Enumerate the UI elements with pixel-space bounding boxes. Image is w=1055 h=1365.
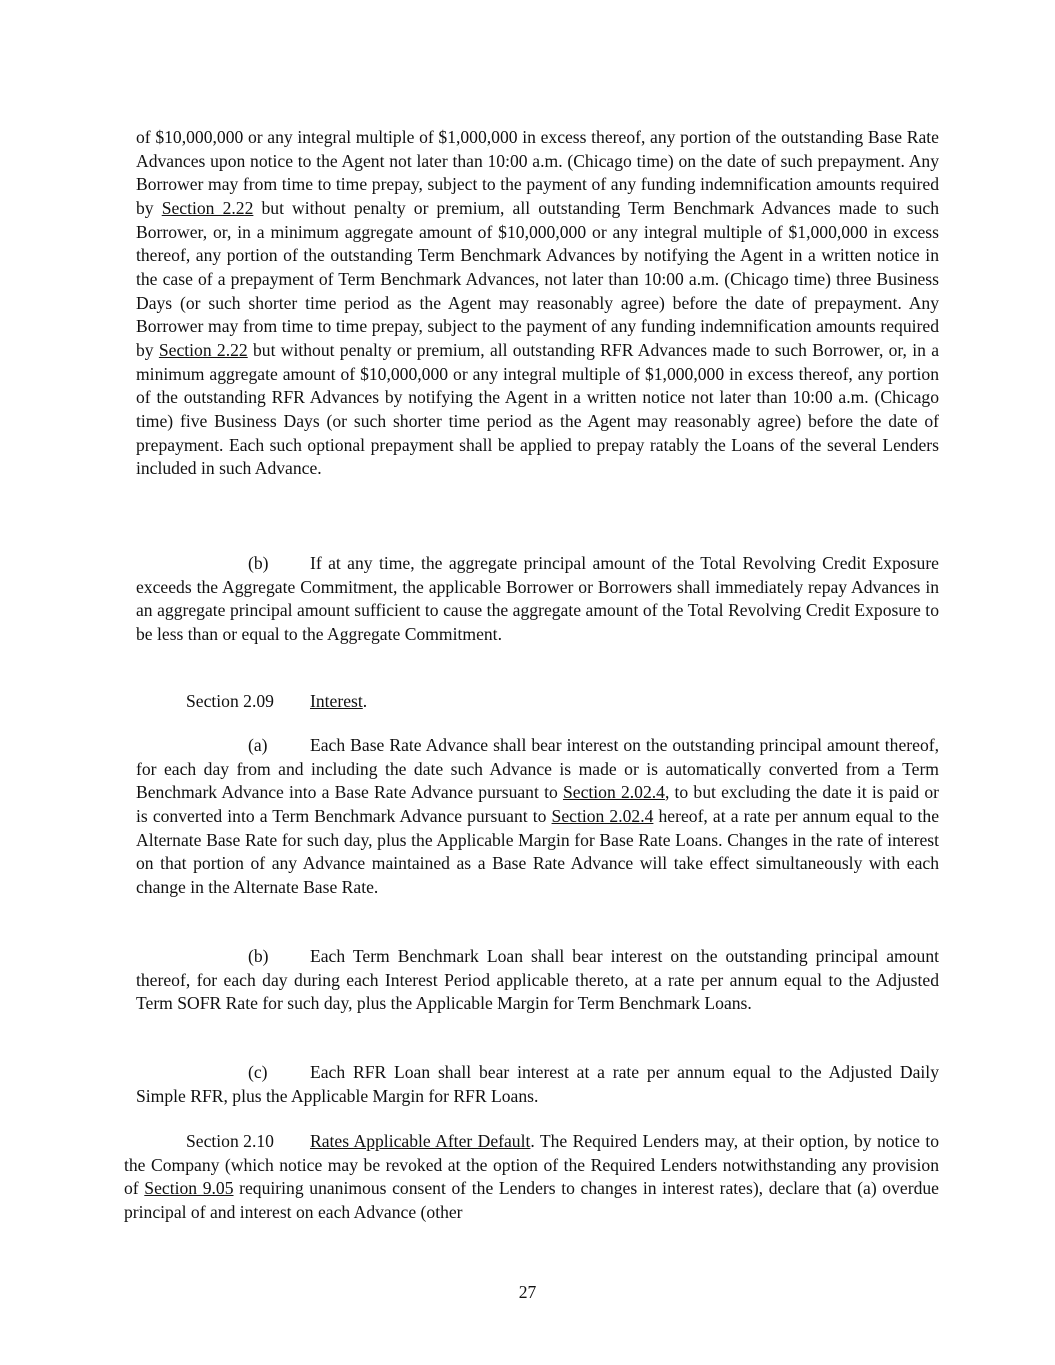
- cross-reference-section-2-02-4: Section 2.02.4: [562, 782, 665, 803]
- cross-reference-section-2-22: Section 2.22: [161, 197, 254, 218]
- paragraph-term-benchmark-interest: [136, 945, 939, 1016]
- text-run: .: [362, 691, 368, 711]
- clause-label: (b): [248, 946, 269, 966]
- page-number: 27: [518, 1282, 537, 1302]
- paragraph-prepayment-continued: [136, 126, 939, 481]
- section-title: Interest: [310, 691, 363, 711]
- clause-label: (b): [248, 553, 269, 573]
- clause-label: (c): [248, 1062, 268, 1082]
- section-2-10-paragraph: [124, 1130, 939, 1225]
- text-run: . The Required Lenders may, at their option, by notice to the Company (which notice may be revoked at the option of the Required Lenders notwithstanding any provision of: [124, 1131, 940, 1199]
- cross-reference-section-2-02-4: Section 2.02.4: [551, 805, 654, 826]
- text-run: of $10,000,000 or any integral multiple of $1,000,000 in excess thereof, any portion of the outstanding Base Rate Advances upon notice to the Agent not later than 10:00 a.m. (Chicago time) on the date of such prepayment. Any Borrower may from time to time prepay, subject to the payment of any funding indemnification amounts required by: [136, 127, 939, 218]
- text-run: , to but excluding the date it is paid or is converted into a Term Benchmark Advance pursuant to: [136, 782, 939, 826]
- paragraph-mandatory-repayment: [136, 552, 939, 647]
- paragraph-base-rate-interest: [136, 734, 939, 900]
- paragraph-rfr-interest: [136, 1061, 939, 1108]
- cross-reference-section-2-22: Section 2.22: [158, 339, 248, 360]
- text-run: If at any time, the aggregate principal amount of the Total Revolving Credit Exposure exceeds the Aggregate Commitment, the applicable Borrower or Borrowers shall immediately repay Advances in an aggregate principal amount sufficient to cause the aggregate amount of the Total Revolving Credit Exposure to be less than or equal to the Aggregate Commitment.: [136, 553, 939, 644]
- text-run: but without penalty or premium, all outstanding RFR Advances made to such Borrower, or, in a minimum aggregate amount of $10,000,000 or any integral multiple of $1,000,000 in excess thereof, any portion of the outstanding RFR Advances by notifying the Agent in a written notice not later than 10:00 a.m. (Chicago time) five Business Days (or such shorter time period as the Agent may reasonably agree) before the date of prepayment. Each such optional prepayment shall be applied to prepay ratably the Loans of the several Lenders included in such Advance.: [136, 339, 939, 479]
- section-number: Section 2.10: [186, 1131, 274, 1151]
- cross-reference-section-9-05: Section 9.05: [144, 1178, 234, 1199]
- clause-label: (a): [248, 735, 268, 755]
- text-run: Each Base Rate Advance shall bear interest on the outstanding principal amount thereof, for each day from and including the date such Advance is made or is automatically converted from a Term Benchmark Advance into a Base Rate Advance pursuant to: [136, 735, 939, 803]
- text-run: hereof, at a rate per annum equal to the Alternate Base Rate for such day, plus the Applicable Margin for Base Rate Loans. Changes in the rate of interest on that portion of any Advance maintained as a Base Rate Advance will take effect simultaneously with each change in the Alternate Base Rate.: [136, 805, 940, 897]
- text-run: Each Term Benchmark Loan shall bear interest on the outstanding principal amount thereof, for each day during each Interest Period applicable thereto, at a rate per annum equal to the Adjusted Term SOFR Rate for such day, plus the Applicable Margin for Term Benchmark Loans.: [136, 946, 939, 1014]
- text-run: but without penalty or premium, all outstanding Term Benchmark Advances made to such Borrower, or, in a minimum aggregate amount of $10,000,000 or any integral multiple of $1,000,000 in excess thereof, any portion of the outstanding Term Benchmark Advances by notifying the Agent in a written notice in the case of a prepayment of Term Benchmark Advances, not later than 10:00 a.m. (Chicago time) three Business Days (or such shorter time period as the Agent may reasonably agree) before the date of prepayment. Any Borrower may from time to time prepay, subject to the payment of any funding indemnification amounts required by: [136, 197, 939, 360]
- section-title: Rates Applicable After Default: [310, 1131, 531, 1151]
- section-heading-2-09: [136, 690, 939, 714]
- text-run: requiring unanimous consent of the Lenders to changes in interest rates), declare that (a) overdue principal of and interest on each Advance (other: [124, 1178, 939, 1222]
- text-run: Each RFR Loan shall bear interest at a rate per annum equal to the Adjusted Daily Simple RFR, plus the Applicable Margin for RFR Loans.: [136, 1062, 939, 1106]
- section-number: Section 2.09: [186, 691, 274, 711]
